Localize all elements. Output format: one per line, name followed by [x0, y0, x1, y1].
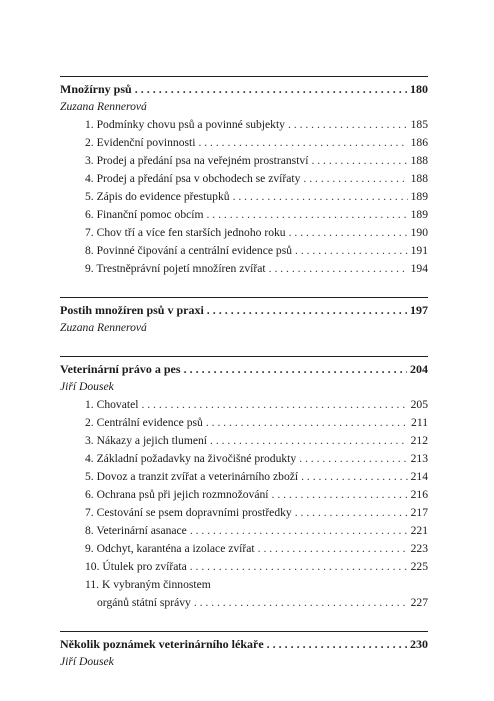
entry-page-number: 217 [410, 506, 428, 519]
toc-entry[interactable] [60, 170, 428, 188]
dot-leader [303, 170, 407, 188]
toc-entry[interactable] [60, 396, 428, 414]
toc-section-heading[interactable] [60, 360, 428, 378]
dot-leader [299, 450, 407, 468]
dot-leader [194, 594, 408, 612]
entry-label: 9. Trestněprávní pojetí množíren zvířat [85, 262, 266, 275]
entry-label: 2. Centrální evidence psů [85, 416, 203, 429]
toc-entry[interactable] [60, 558, 428, 576]
section-title: Veterinární právo a pes [60, 362, 181, 376]
section-title: Množírny psů [60, 82, 132, 96]
entry-page-number: 190 [410, 226, 428, 239]
entry-page-number: 205 [410, 398, 428, 411]
entry-page-number: 186 [410, 136, 428, 149]
entry-label: 3. Nákazy a jejich tlumení [85, 434, 208, 447]
entry-label: 9. Odchyt, karanténa a izolace zvířat [85, 542, 255, 555]
entry-label: 4. Prodej a předání psa v obchodech se zvířaty [85, 172, 301, 185]
toc-entry[interactable] [60, 224, 428, 242]
toc-entry[interactable] [60, 152, 428, 170]
toc-entry[interactable] [60, 540, 428, 558]
entry-label: 10. Útulek pro zvířata [85, 560, 187, 573]
toc-entry[interactable] [60, 188, 428, 206]
entry-label: 4. Základní požadavky na živočišné produkty [85, 452, 297, 465]
entry-page-number: 185 [410, 118, 428, 131]
entry-page-number: 189 [410, 208, 428, 221]
toc-section-heading[interactable] [60, 80, 428, 98]
dot-leader [184, 360, 407, 378]
entry-page-number: 223 [410, 542, 428, 555]
section-page-number: 180 [410, 82, 428, 96]
dot-leader [198, 134, 407, 152]
dot-leader [233, 188, 408, 206]
toc-entry[interactable] [60, 242, 428, 260]
toc-entry[interactable] [60, 116, 428, 134]
entry-page-number: 213 [410, 452, 428, 465]
toc-entry[interactable] [60, 468, 428, 486]
dot-leader [295, 242, 408, 260]
toc-entry[interactable] [60, 260, 428, 278]
entry-label: 8. Povinné čipování a centrální evidence psů [85, 244, 293, 257]
dot-leader [190, 522, 408, 540]
entry-page-number: 214 [410, 470, 428, 483]
section-divider [60, 631, 428, 632]
section-divider [60, 76, 428, 77]
dot-leader [141, 396, 407, 414]
toc-entry[interactable] [60, 414, 428, 432]
toc-section-heading[interactable] [60, 301, 428, 319]
dot-leader [258, 540, 408, 558]
dot-leader [135, 80, 407, 98]
section-page-number: 197 [410, 303, 428, 317]
entry-label: 6. Finanční pomoc obcím [85, 208, 204, 221]
toc-entry[interactable] [60, 522, 428, 540]
entry-label: 7. Cestování se psem dopravními prostředky [85, 506, 292, 519]
section-divider [60, 356, 428, 357]
section-author: Zuzana Rennerová [60, 100, 147, 113]
entry-page-number: 225 [410, 560, 428, 573]
dot-leader [207, 301, 407, 319]
toc-entry[interactable] [60, 432, 428, 450]
entry-label: 5. Dovoz a tranzit zvířat a veterinárního zboží [85, 470, 299, 483]
toc-entry-continuation[interactable] [60, 594, 428, 612]
entry-page-number: 194 [410, 262, 428, 275]
entry-label: 3. Prodej a předání psa na veřejném prostranství [85, 154, 309, 167]
section-page-number: 230 [410, 637, 428, 651]
entry-page-number: 212 [410, 434, 428, 447]
entry-label: 2. Evidenční povinnosti [85, 136, 196, 149]
entry-label-continuation: orgánů státní správy [97, 596, 191, 609]
dot-leader [207, 206, 408, 224]
dot-leader [289, 224, 408, 242]
entry-page-number: 221 [410, 524, 428, 537]
entry-label: 7. Chov tří a více fen starších jednoho roku [85, 226, 286, 239]
entry-label: 5. Zápis do evidence přestupků [85, 190, 230, 203]
dot-leader [272, 486, 408, 504]
section-divider [60, 297, 428, 298]
entry-label: 11. K vybraným činnostem [85, 578, 211, 591]
dot-leader [269, 260, 408, 278]
section-author: Jiří Dousek [60, 380, 114, 393]
entry-page-number: 188 [410, 154, 428, 167]
toc-entry[interactable] [60, 206, 428, 224]
section-title: Postih množíren psů v praxi [60, 303, 204, 317]
entry-page-number: 189 [410, 190, 428, 203]
toc-entry[interactable] [60, 450, 428, 468]
entry-page-number: 227 [410, 596, 428, 609]
section-title: Několik poznámek veterinárního lékaře [60, 637, 264, 651]
entry-page-number: 188 [410, 172, 428, 185]
dot-leader [295, 504, 408, 522]
entry-label: 6. Ochrana psů při jejich rozmnožování [85, 488, 269, 501]
dot-leader [267, 635, 407, 653]
dot-leader [288, 116, 408, 134]
toc-entry[interactable] [60, 134, 428, 152]
entry-page-number: 216 [410, 488, 428, 501]
entry-label: 8. Veterinární asanace [85, 524, 187, 537]
dot-leader [190, 558, 408, 576]
dot-leader [210, 432, 408, 450]
entry-label: 1. Chovatel [85, 398, 139, 411]
toc-entry[interactable] [60, 576, 428, 594]
section-author: Jiří Dousek [60, 655, 114, 668]
entry-page-number: 211 [411, 416, 428, 429]
dot-leader [311, 152, 407, 170]
section-page-number: 204 [410, 362, 428, 376]
dot-leader [206, 414, 408, 432]
section-author: Zuzana Rennerová [60, 321, 147, 334]
toc-section-heading[interactable] [60, 635, 428, 653]
toc-entry[interactable] [60, 486, 428, 504]
toc-entry[interactable] [60, 504, 428, 522]
dot-leader [301, 468, 408, 486]
entry-label: 1. Podmínky chovu psů a povinné subjekty [85, 118, 285, 131]
entry-page-number: 191 [410, 244, 428, 257]
